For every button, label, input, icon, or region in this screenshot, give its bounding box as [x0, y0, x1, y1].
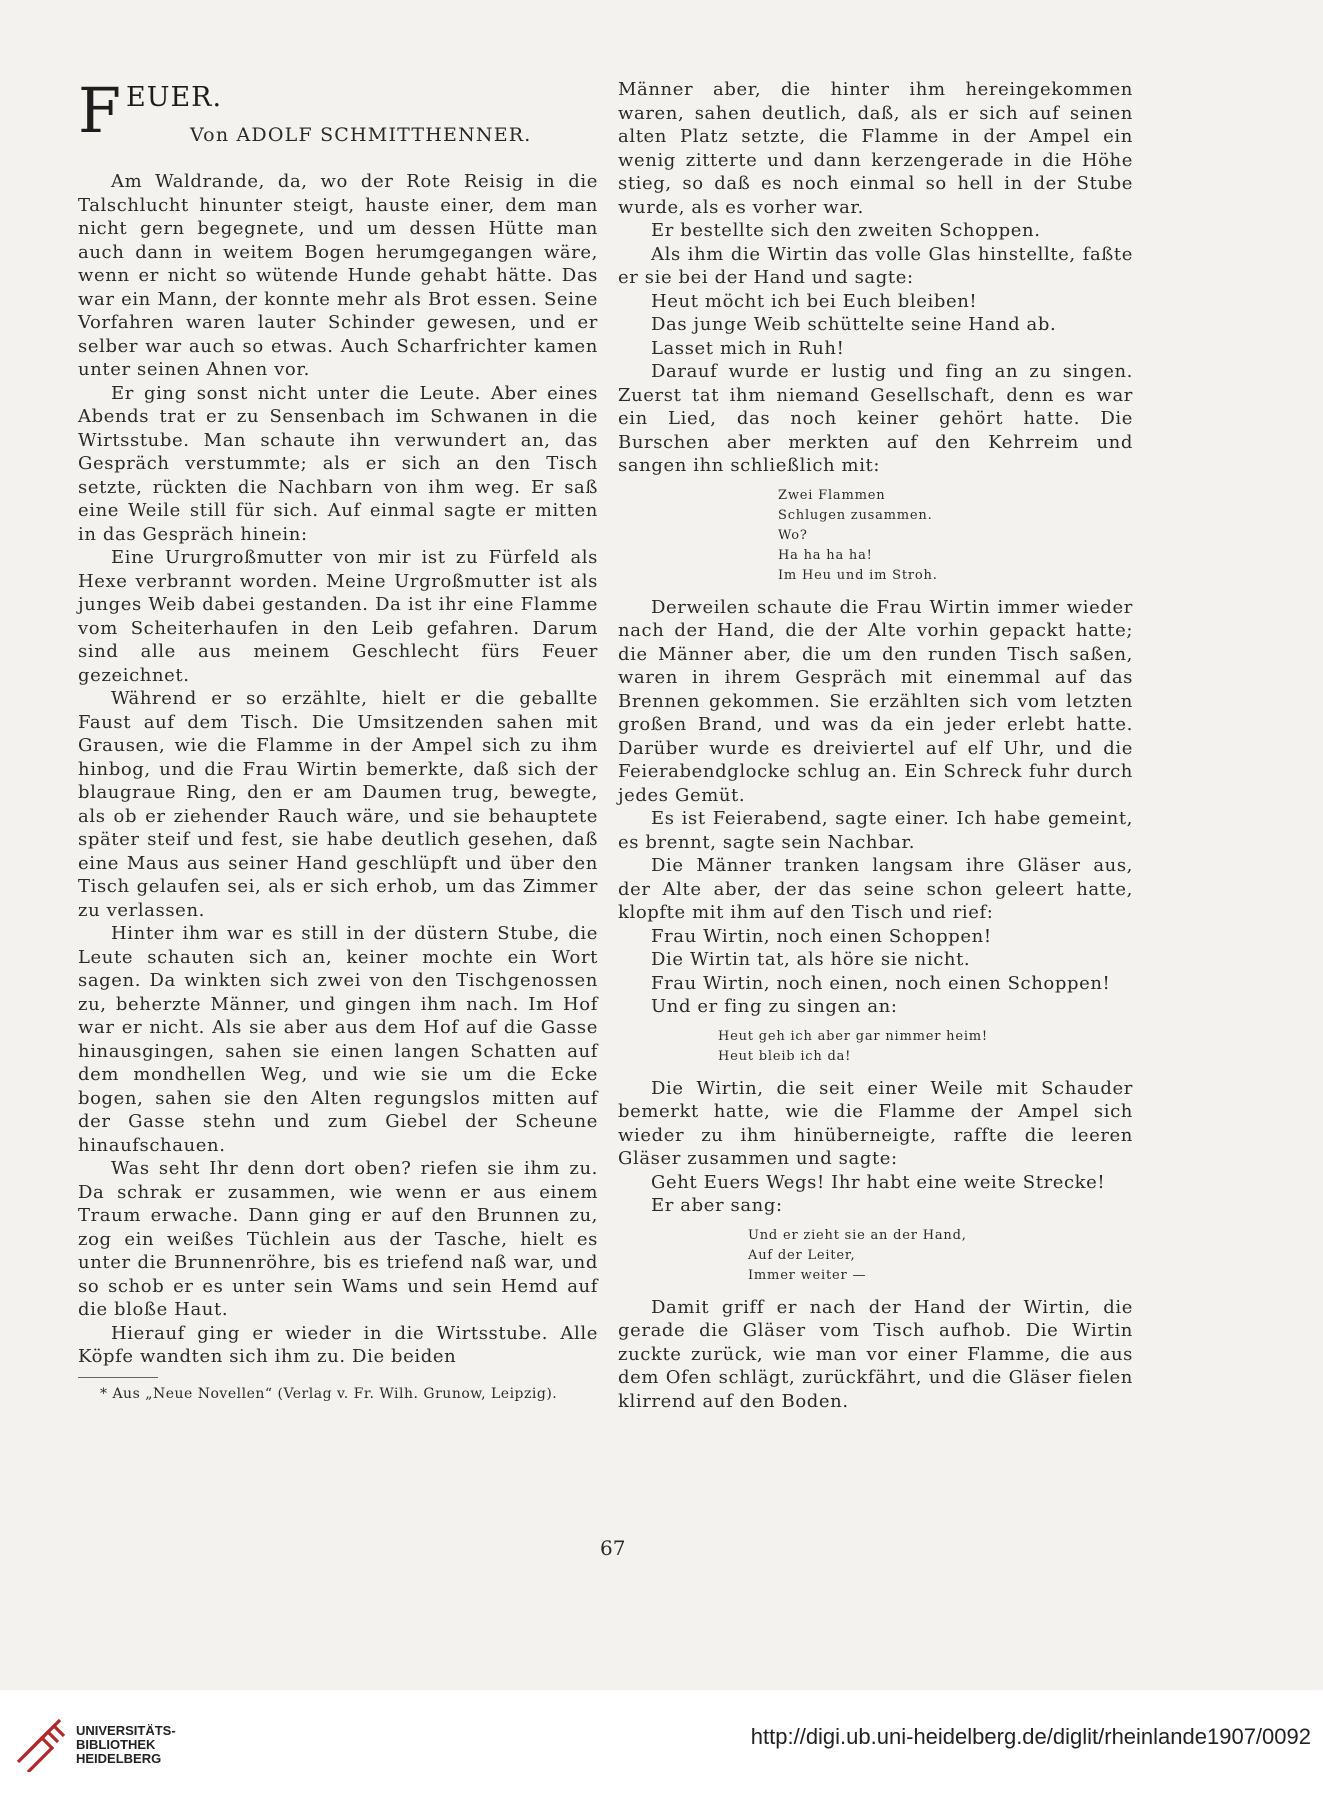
paragraph: Die Wirtin tat, als höre sie nicht.: [651, 949, 971, 970]
song-line: Im Heu und im Stroh.: [778, 567, 938, 583]
title-text: EUER.: [126, 82, 223, 113]
library-logo-icon[interactable]: [12, 1712, 68, 1772]
library-name-line: BIBLIOTHEK: [76, 1737, 156, 1752]
paragraph: Damit griff er nach der Hand der Wirtin, die gerade die Gläser vom Tisch aufhob. Die Wirtin zuckte zurück, wie man vor einer Flamme, die aus dem Ofen schlägt, zurückfährt, und die Gläser fielen klirrend auf den Boden.: [618, 1296, 1133, 1412]
paragraph: Was seht Ihr denn dort oben? riefen sie ihm zu. Da schrak er zusammen, wie wenn er aus einem Traum erwache. Dann ging er auf den Brunnen zu, zog ein weißes Tüchlein aus der Tasche, hielt es unter die Brunnenröhre, bis es triefend naß war, und so schob er es unter sein Wams und sein Hemd auf die bloße Haut.: [78, 1158, 598, 1320]
song-line: Heut bleib ich da!: [718, 1048, 852, 1064]
library-name[interactable]: [76, 1724, 176, 1766]
right-column: [618, 78, 1133, 1413]
song-line: Auf der Leiter,: [748, 1247, 856, 1263]
song-line: Und er zieht sie an der Hand,: [748, 1227, 967, 1243]
song-line: Zwei Flammen: [778, 487, 886, 503]
paragraph: Hierauf ging er wieder in die Wirtsstube. Alle Köpfe wandten sich ihm zu. Die beiden: [78, 1322, 598, 1367]
paragraph: Darauf wurde er lustig und fing an zu singen. Zuerst tat ihm niemand Gesellschaft, denn es war ein Lied, das noch keiner gehört hatte. Die Burschen aber merkten auf den Kehrreim und sangen ihn schließlich mit:: [618, 361, 1133, 476]
paragraph: Hinter ihm war es still in der düstern Stube, die Leute schauten sich an, keiner mochte ein Wort sagen. Da winkten sich zwei von den Tischgenossen zu, beherzte Männer, und gingen ihm nach. Im Hof war er nicht. Als sie aber aus dem Hof auf die Gasse hinausgingen, sahen sie einen langen Schatten auf dem mondhellen Weg, und wie sie um die Ecke bogen, sahen sie den Alten regungslos mitten auf der Gasse stehn und zum Giebel der Scheune hinaufschauen.: [78, 923, 598, 1156]
paragraph: Er bestellte sich den zweiten Schoppen.: [651, 220, 1041, 241]
footnote-rule: [78, 1377, 158, 1378]
left-column: [78, 74, 598, 1404]
paragraph: Männer aber, die hinter ihm hereingekommen waren, sahen deutlich, daß, als er sich auf seinen alten Platz setzte, die Flamme in der Ampel ein wenig zitterte und dann kerzengerade in die Höhe stieg, so daß es noch einmal so hell in der Stube wurde, als es vorher war.: [618, 79, 1133, 218]
paragraph: Geht Euers Wegs! Ihr habt eine weite Strecke!: [651, 1171, 1106, 1193]
song-line: Schlugen zusammen.: [778, 507, 933, 523]
paragraph: Am Waldrande, da, wo der Rote Reisig in die Talschlucht hinunter steigt, hauste einer, dem man nicht gern begegnete, und um dessen Hütte man auch dann in weitem Bogen herumgegangen wäre, wenn er nicht so wütende Hunde gehabt hätte. Das war ein Mann, der konnte mehr als Brot essen. Seine Vorfahren waren lauter Schinder gewesen, und er selber war auch so etwas. Auch Scharfrichter kamen unter seinen Ahnen vor.: [78, 171, 598, 380]
paragraph: Er aber sang:: [651, 1195, 783, 1216]
footnote: * Aus „Neue Novellen“ (Verlag v. Fr. Wilh. Grunow, Leipzig).: [100, 1385, 558, 1402]
paragraph: Während er so erzählte, hielt er die geballte Faust auf dem Tisch. Die Umsitzenden sahen mit Grausen, wie die Flamme in der Ampel sich zu ihm hinbog, und die Frau Wirtin bemerkte, daß sich der blaugraue Ring, den er am Daumen trug, bewegte, als ob er ziehender Rauch wäre, und sie behauptete später steif und fest, sie habe deutlich gesehen, daß eine Maus aus seiner Hand geschlüpft und über den Tisch gelaufen sei, als er sich erhob, um das Zimmer zu verlassen.: [78, 688, 598, 921]
song-verse: [748, 1226, 1133, 1286]
paragraph: Heut möcht ich bei Euch bleiben!: [651, 290, 978, 312]
paragraph: Das junge Weib schüttelte seine Hand ab.: [651, 314, 1057, 335]
page-number: 67: [600, 1536, 626, 1560]
byline: Von ADOLF SCHMITTHENNER.: [190, 124, 532, 146]
paragraph: Derweilen schaute die Frau Wirtin immer wieder nach der Hand, die der Alte vorhin gepackt hatte; die Männer aber, die um den runden Tisch saßen, waren in ihrem Gespräch mit einemmal auf das Brennen gekommen. Sie erzählten sich vom letzten großen Brand, und was da ein jeder erlebt hatte. Darüber wurde es dreiviertel auf elf Uhr, und die Feierabendglocke schlug an. Ein Schreck fuhr durch jedes Gemüt.: [618, 596, 1133, 806]
song-line: Heut geh ich aber gar nimmer heim!: [718, 1028, 988, 1044]
paragraph: Frau Wirtin, noch einen, noch einen Schoppen!: [651, 972, 1111, 994]
paragraph: Es ist Feierabend, sagte einer. Ich habe gemeint, es brennt, sagte sein Nachbar.: [618, 808, 1133, 853]
footer-bar: [0, 1690, 1323, 1801]
source-url-link[interactable]: http://digi.ub.uni-heidelberg.de/diglit/rheinlande1907/0092: [750, 1724, 1311, 1749]
song-line: Immer weiter —: [748, 1267, 867, 1283]
article-title: [78, 74, 598, 170]
paragraph: Und er fing zu singen an:: [651, 996, 898, 1017]
song-line: Wo?: [778, 527, 808, 543]
song-verse: [718, 1027, 1133, 1067]
drop-cap: F: [78, 74, 122, 147]
library-name-line: HEIDELBERG: [76, 1751, 162, 1766]
song-verse: [778, 486, 1133, 586]
paragraph: Eine Ururgroßmutter von mir ist zu Fürfeld als Hexe verbrannt worden. Meine Urgroßmutter ist als junges Weib dabei gestanden. Da ist ihr eine Flamme vom Scheiterhaufen in den Leib gefahren. Darum sind alle aus meinem Geschlecht fürs Feuer gezeichnet.: [78, 547, 598, 686]
library-name-line: UNIVERSITÄTS-: [76, 1723, 176, 1738]
paragraph: Die Wirtin, die seit einer Weile mit Schauder bemerkt hatte, wie die Flamme der Ampel sich wieder zu ihm hinüberneigte, raffte die leeren Gläser zusammen und sagte:: [618, 1077, 1133, 1169]
song-line: Ha ha ha ha!: [778, 547, 873, 563]
paragraph: Frau Wirtin, noch einen Schoppen!: [651, 925, 992, 947]
paragraph: Die Männer tranken langsam ihre Gläser aus, der Alte aber, der das seine schon geleert hatte, klopfte mit ihm auf den Tisch und rief:: [618, 855, 1133, 923]
paragraph: Lasset mich in Ruh!: [651, 337, 845, 359]
paragraph: Als ihm die Wirtin das volle Glas hinstellte, faßte er sie bei der Hand und sagte:: [618, 243, 1133, 288]
paragraph: Er ging sonst nicht unter die Leute. Aber eines Abends trat er zu Sensenbach im Schwanen in die Wirtsstube. Man schaute ihn verwundert an, das Gespräch verstummte; als er sich an den Tisch setzte, rückten die Nachbarn von ihm weg. Er saß eine Weile still für sich. Auf einmal sagte er mitten in das Gespräch hinein:: [78, 382, 598, 545]
